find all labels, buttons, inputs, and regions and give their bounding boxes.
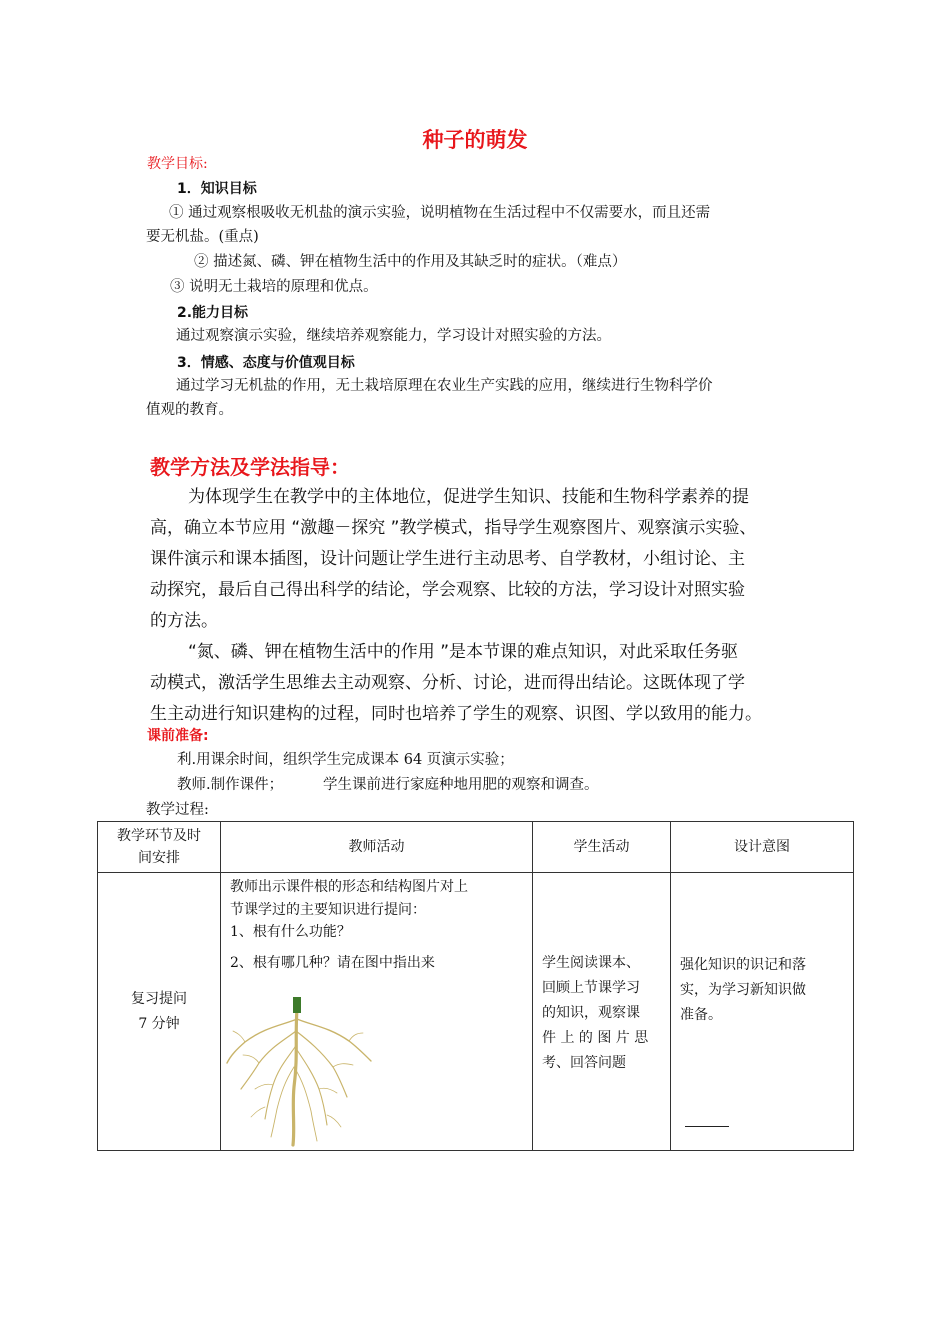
- root-diagram: [225, 997, 375, 1147]
- knowledge-item-3: ③ 说明无土栽培的原理和优点。: [170, 279, 378, 295]
- methods-p1-line1: 为体现学生在教学中的主体地位，促进学生知识、技能和生物科学素养的提: [188, 487, 749, 507]
- methods-p1-line3: 课件演示和课本插图，设计问题让学生进行主动思考、自学教材，小组讨论、主: [150, 549, 745, 569]
- methods-p2-line2: 动模式，激活学生思维去主动观察、分析、讨论，进而得出结论。这既体现了学: [150, 673, 745, 693]
- methods-p1-line4: 动探究，最后自己得出科学的结论，学会观察、比较的方法，学习设计对照实验: [150, 580, 745, 600]
- methods-p2-line1: “氮、磷、钾在植物生活中的作用 ”是本节课的难点知识，对此采取任务驱: [188, 642, 739, 662]
- emotion-heading: 3．情感、态度与价值观目标: [177, 355, 355, 371]
- knowledge-item-1: ① 通过观察根吸收无机盐的演示实验，说明植物在生活过程中不仅需要水，而且还需: [169, 205, 711, 221]
- methods-p1-line2: 高，确立本节应用 “激趣－探究 ”教学模式，指导学生观察图片、观察演示实验、: [150, 518, 757, 538]
- methods-heading: 教学方法及学法指导：: [150, 455, 350, 479]
- methods-p2-line3: 生主动进行知识建构的过程，同时也培养了学生的观察、识图、学以致用的能力。: [150, 704, 762, 724]
- table-header-row: [98, 822, 854, 873]
- header-intent: 设计意图: [671, 822, 854, 873]
- knowledge-item-1-cont: 要无机盐。(重点): [146, 229, 259, 245]
- ability-text: 通过观察演示实验，继续培养观察能力，学习设计对照实验的方法。: [176, 328, 611, 344]
- student-cell: 学生阅读课本、 回顾上节课学习 的知识，观察课 件 上 的 图 片 思 考、回答问题: [533, 873, 671, 1151]
- emotion-text-cont: 值观的教育。: [146, 402, 233, 418]
- intent-cell: 强化知识的识记和落 实，为学习新知识做 准备。: [671, 873, 854, 1151]
- prep-line2-student: 学生课前进行家庭种地用肥的观察和调查。: [323, 777, 599, 793]
- underline-mark: [685, 1126, 729, 1127]
- page-title: 种子的萌发: [422, 128, 528, 152]
- header-teacher: 教师活动: [221, 822, 533, 873]
- knowledge-heading: 1．知识目标: [177, 181, 257, 197]
- stem-shape: [293, 997, 301, 1013]
- knowledge-item-2: ② 描述氮、磷、钾在植物生活中的作用及其缺乏时的症状。（难点）: [194, 254, 627, 270]
- process-table: [97, 821, 854, 1151]
- header-student: 学生活动: [533, 822, 671, 873]
- header-stage: 教学环节及时 间安排: [98, 822, 221, 873]
- emotion-text: 通过学习无机盐的作用，无土栽培原理在农业生产实践的应用，继续进行生物科学价: [176, 378, 713, 394]
- prep-line1: 利.用课余时间，组织学生完成课本 64 页演示实验；: [177, 752, 514, 768]
- objectives-heading: 教学目标:: [147, 156, 208, 172]
- prep-line2-teacher: 教师.制作课件；: [177, 777, 284, 793]
- stage-cell: 复习提问 7 分钟: [98, 873, 221, 1151]
- methods-p1-line5: 的方法。: [150, 611, 218, 631]
- process-label: 教学过程:: [146, 802, 209, 818]
- prep-heading: 课前准备:: [147, 728, 209, 744]
- table-row: [98, 873, 854, 1151]
- ability-heading: 2.能力目标: [177, 305, 249, 321]
- teacher-cell: 教师出示课件根的形态和结构图片对上 节课学过的主要知识进行提问： 1、根有什么功能？ 2、根有哪几种？请在图中指出来: [221, 873, 533, 1151]
